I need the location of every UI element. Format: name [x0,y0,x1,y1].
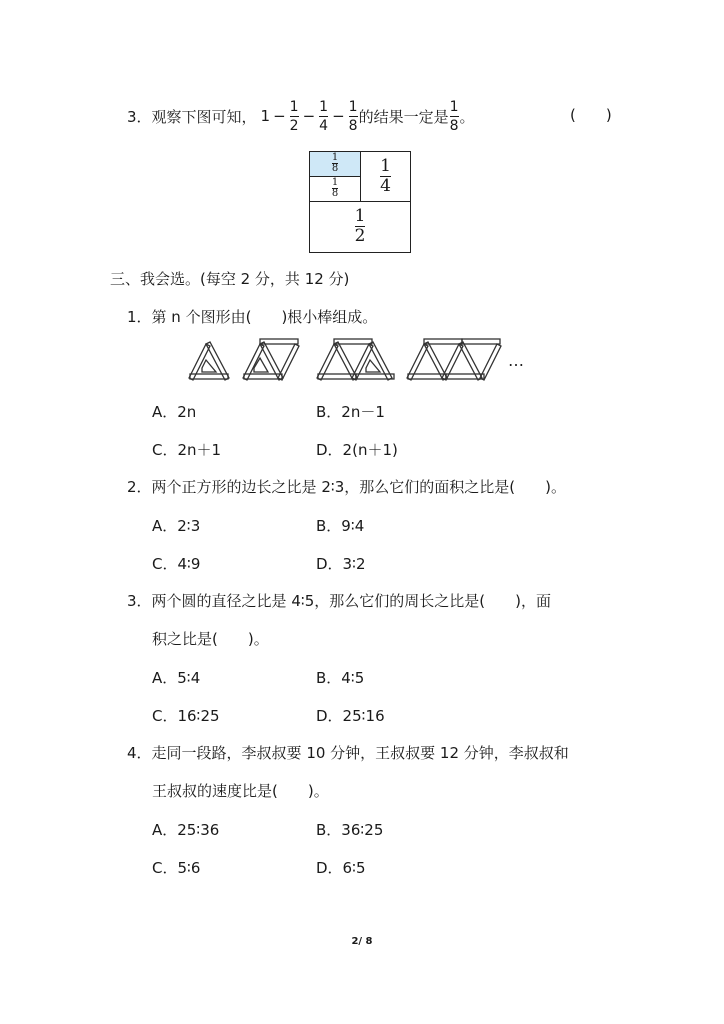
figure-ellipsis: … [508,351,524,370]
question-3-stem-line1: 3．两个圆的直径之比是 4∶5，那么它们的周长之比是( )，面 [127,592,552,610]
q2-option-a[interactable]: A．2∶3 [152,517,201,535]
q2-option-b[interactable]: B．9∶4 [316,517,365,535]
q4-option-d[interactable]: D．6∶5 [316,859,366,877]
page-number: 2/ 8 [351,936,373,947]
q3-fraction-statement [127,96,475,136]
question-3-stem-line2: 积之比是( )。 [152,630,269,648]
matchstick-figure-4 [407,339,501,380]
fraction-eighth: $\frac{1}{8}$ [348,98,358,134]
q1-option-b[interactable]: B．2n－1 [316,403,385,421]
q4-option-b[interactable]: B．36∶25 [316,821,384,839]
minus-sign: − [302,107,316,125]
q3-middle-text: 的结果一定是 [358,107,449,126]
fraction-half: $\frac{1}{2}$ [289,98,299,134]
q3-option-b[interactable]: B．4∶5 [316,669,365,687]
fraction-result: $\frac{1}{8}$ [449,98,459,134]
question-2-stem: 2．两个正方形的边长之比是 2∶3，那么它们的面积之比是( )。 [127,478,567,496]
q3-option-a[interactable]: A．5∶4 [152,669,201,687]
minus-sign: − [332,107,345,125]
q2-option-c[interactable]: C．4∶9 [152,555,201,573]
minus-sign: − [273,107,286,125]
matchstick-figure-1 [189,342,229,380]
diagram-eighth: $\frac{1}{8}$ [310,177,361,202]
q3-number-text: 3．观察下图可知， [127,107,257,126]
matchstick-figure-3 [317,339,394,380]
question-1-stem: 1．第 n 个图形由( )根小棒组成。 [127,308,378,326]
q3-end-text: 。 [459,107,475,126]
section-title: 三、我会选。(每空 2 分，共 12 分) [110,270,350,288]
q1-option-d[interactable]: D．2(n＋1) [316,441,398,459]
q1-option-c[interactable]: C．2n＋1 [152,441,222,459]
q1-option-a[interactable]: A．2n [152,403,197,421]
fraction-diagram [309,151,411,253]
q2-option-d[interactable]: D．3∶2 [316,555,366,573]
matchstick-figure-2 [243,339,299,380]
diagram-eighth-highlighted: $\frac{1}{8}$ [310,152,361,177]
matchstick-figures [186,336,536,386]
expr-one: 1 [260,107,271,125]
answer-parentheses[interactable]: ( ) [570,106,612,124]
fraction-quarter: $\frac{1}{4}$ [319,98,329,134]
question-4-stem-line1: 4．走同一段路，李叔叔要 10 分钟，王叔叔要 12 分钟，李叔叔和 [127,744,569,762]
q3-option-d[interactable]: D．25∶16 [316,707,385,725]
q3-option-c[interactable]: C．16∶25 [152,707,220,725]
q4-option-c[interactable]: C．5∶6 [152,859,201,877]
q4-option-a[interactable]: A．25∶36 [152,821,220,839]
diagram-half: $\frac{1}{2}$ [354,206,366,246]
question-4-stem-line2: 王叔叔的速度比是( )。 [152,782,329,800]
diagram-quarter: $\frac{1}{4}$ [361,152,410,202]
